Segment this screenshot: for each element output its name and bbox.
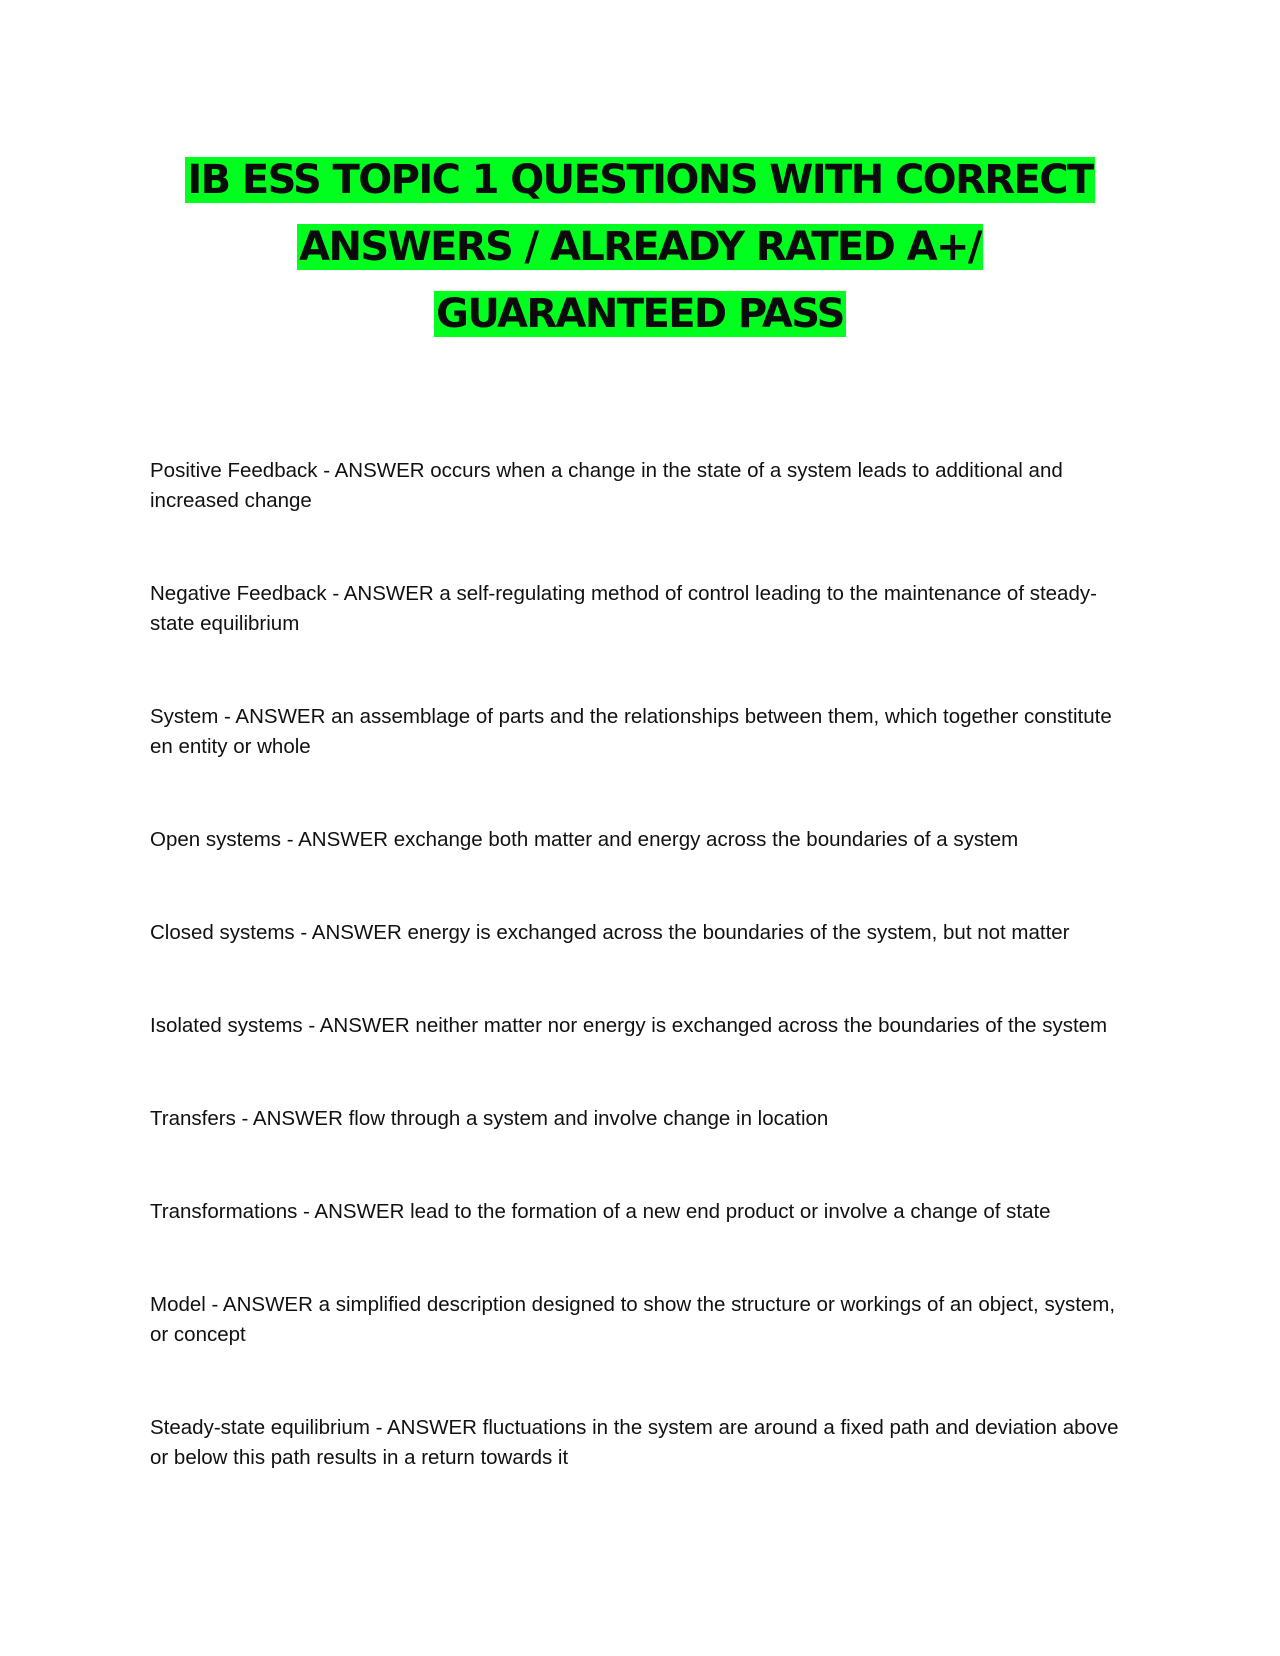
title-highlight: ANSWERS / ALREADY RATED A+/: [299, 224, 981, 270]
qa-entry-open-systems: Open systems - ANSWER exchange both matter and energy across the boundaries of a system: [150, 828, 1019, 851]
title-line: [150, 148, 1130, 213]
qa-entry-transfers: Transfers - ANSWER flow through a system and involve change in location: [150, 1107, 829, 1130]
qa-entry-transformations: Transformations - ANSWER lead to the formation of a new end product or involve a change of state: [150, 1200, 1051, 1223]
qa-entry-model: Model - ANSWER a simplified description designed to show the structure or workings of an object, system, or concept: [150, 1293, 1116, 1346]
title-highlight: GUARANTEED PASS: [436, 291, 844, 337]
qa-entry-isolated-systems: Isolated systems - ANSWER neither matter nor energy is exchanged across the boundaries of the system: [150, 1014, 1108, 1037]
qa-entry-system: System - ANSWER an assemblage of parts and the relationships between them, which together constitute en entity or whole: [150, 705, 1112, 758]
qa-entry-negative-feedback: Negative Feedback - ANSWER a self-regulating method of control leading to the maintenance of steady-state equilibrium: [150, 582, 1097, 635]
title-line: [150, 215, 1130, 280]
title-highlight: IB ESS TOPIC 1 QUESTIONS WITH CORRECT: [187, 157, 1093, 203]
qa-entry-steady-state-equilibrium: Steady-state equilibrium - ANSWER fluctuations in the system are around a fixed path and deviation above or below this path results in a return towards it: [150, 1416, 1119, 1469]
qa-entry-closed-systems: Closed systems - ANSWER energy is exchanged across the boundaries of the system, but not matter: [150, 921, 1070, 944]
qa-list: [150, 456, 1130, 1536]
title-line: [150, 282, 1130, 347]
document-title: [150, 148, 1130, 349]
qa-entry-positive-feedback: Positive Feedback - ANSWER occurs when a change in the state of a system leads to additional and increased change: [150, 459, 1063, 512]
